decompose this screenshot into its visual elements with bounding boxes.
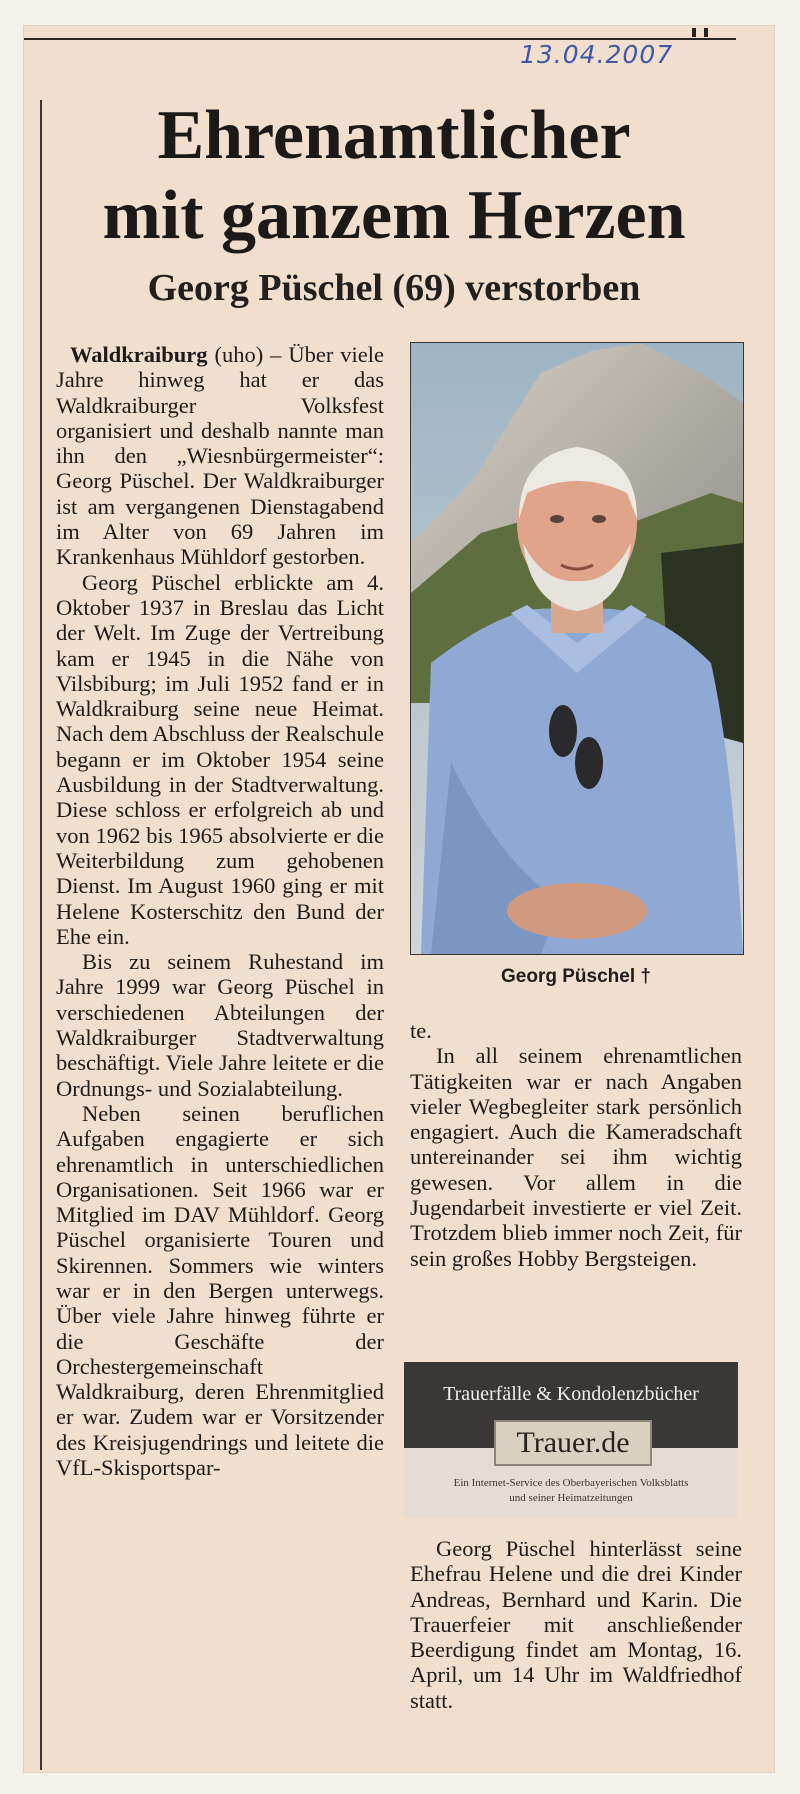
handwritten-date: 13.04.2007: [520, 40, 674, 69]
article-column-1: [56, 342, 384, 1742]
photo-caption: Georg Püschel †: [501, 966, 651, 987]
headline-line-2: mit ganzem Herzen: [102, 177, 686, 254]
trauer-advertisement: [404, 1362, 738, 1518]
article-continuation: te.: [410, 1018, 432, 1043]
article-paragraph: Neben seinen beruflichen Aufgaben engagierte er sich ehrenamtlich in unterschiedlichen Organisationen. Seit 1966 war er Mitglied im DAV Mühldorf. Georg Püschel organisierte Touren und Skirennen. Sommers wie winters war er in den Bergen unterwegs. Über viele Jahre hinweg führte er die Geschäfte der Orchestergemeinschaft Waldkraiburg, deren Ehrenmitglied er war. Zudem war er Vorsitzender des Kreisjugendrings und leitete die VfL-Skisportspar-: [56, 1100, 384, 1481]
headline-line-1: Ehrenamtlicher: [157, 97, 631, 174]
dateline: Waldkraiburg: [70, 342, 208, 367]
ad-title: Trauerfälle & Kondolenzbücher: [443, 1383, 699, 1405]
headline: [44, 96, 744, 256]
article-paragraph: Georg Püschel erblickte am 4. Oktober 1937 in Breslau das Licht der Welt. Im Zuge der Vertreibung kam er 1945 in die Nähe von Vilsbiburg; im Juli 1952 fand er in Waldkraiburg seine neue Heimat. Nach dem Abschluss der Realschule begann er im Oktober 1954 seine Ausbildung in der Stadtverwaltung. Diese schloss er erfolgreich ab und von 1962 bis 1965 absolvierte er die Weiterbildung zum gehobenen Dienst. Im August 1960 ging er mit Helene Kosterschitz den Bund der Ehe ein.: [56, 569, 384, 949]
ad-brand-logo: Trauer.de: [494, 1420, 652, 1466]
article-column-2-top: [410, 1018, 742, 1271]
column-marker: [692, 24, 732, 34]
ad-subtitle: Ein Internet-Service des Oberbayerischen Volksblatts und seiner Heimatzeitungen: [453, 1477, 689, 1504]
article-paragraph: Georg Püschel hinterlässt seine Ehefrau Helene und die drei Kinder Andreas, Bernhard und Karin. Die Trauerfeier mit anschließender Beerdigung findet am Montag, 16. April, um 14 Uhr im Waldfriedhof statt.: [410, 1536, 742, 1713]
article-column-2-bottom: [410, 1536, 742, 1713]
article-paragraph: Bis zu seinem Ruhestand im Jahre 1999 war Georg Püschel in verschiedenen Abteilungen der Waldkraiburger Stadtverwaltung beschäftigt. Viele Jahre leitete er die Ordnungs- und Sozialabteilung.: [56, 949, 384, 1101]
article-paragraph: In all seinem ehrenamtlichen Tätigkeiten war er nach Angaben vieler Wegbegleiter stark persönlich engagiert. Auch die Kameradschaft untereinander sei ihm wichtig gewesen. Vor allem in die Jugendarbeit investierte er viel Zeit. Trotzdem blieb immer noch Zeit, für sein großes Hobby Bergsteigen.: [410, 1043, 742, 1271]
portrait-photo: [410, 342, 744, 955]
article-paragraph: Waldkraiburg (uho) – Über viele Jahre hinweg hat er das Waldkraiburger Volksfest organisiert und deshalb nannte man ihn den „Wiesnbürgermeister“: Georg Püschel. Der Waldkraiburger ist am vergangenen Dienstagabend im Alter von 69 Jahren im Krankenhaus Mühldorf gestorben.: [56, 342, 384, 570]
subheadline: Georg Püschel (69) verstorben: [147, 267, 641, 309]
left-column-rule: [40, 100, 42, 1770]
